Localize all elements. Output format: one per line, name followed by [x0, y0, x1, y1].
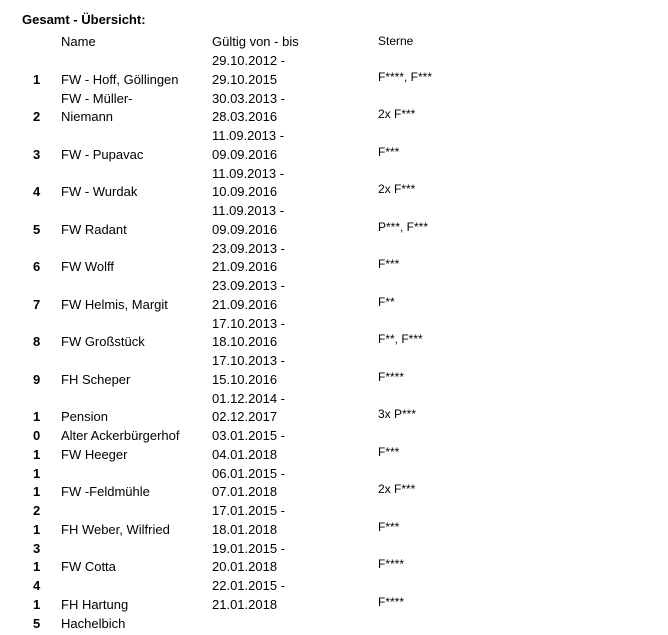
valid-to: 18.01.2018: [212, 521, 278, 537]
row-name: FW - Hoff, Göllingen: [61, 71, 179, 87]
stars-rating: 2x F***: [378, 482, 416, 497]
row-name-continued: FW Cotta: [61, 559, 116, 575]
valid-from: 17.10.2013 -: [212, 353, 286, 368]
valid-from: 22.01.2015 -: [212, 578, 286, 593]
valid-from: 23.09.2013 -: [212, 240, 286, 256]
row-number: 7: [33, 296, 41, 312]
column-header-name: Name: [61, 34, 96, 49]
stars-rating: F****, F***: [378, 69, 433, 84]
row-name-continued: Hachelbich: [61, 615, 126, 631]
stars-rating: 2x F***: [378, 107, 416, 122]
row-number: 1: [33, 484, 41, 500]
row-number-continued: 1: [33, 465, 41, 481]
stars-rating: F**, F***: [378, 332, 423, 347]
row-name-continued: FW -Feldmühle: [61, 484, 150, 500]
stars-rating: F****: [378, 557, 405, 572]
row-number: 8: [33, 334, 41, 350]
valid-to: 02.12.2017: [212, 409, 278, 425]
valid-to: 18.10.2016: [212, 334, 278, 350]
valid-from: 06.01.2015 -: [212, 465, 286, 481]
valid-from: 11.09.2013 -: [212, 165, 285, 181]
row-name: FH Scheper: [61, 371, 131, 387]
stars-rating: F***: [378, 444, 400, 459]
row-name-continued: Alter Ackerbürgerhof: [61, 428, 180, 444]
row-name: FH Hartung: [61, 596, 129, 612]
row-number-continued: 4: [33, 578, 41, 594]
stars-rating: 2x F***: [378, 182, 416, 197]
row-number: 4: [33, 184, 41, 200]
row-number: 5: [33, 221, 41, 237]
valid-from: 03.01.2015 -: [212, 428, 286, 443]
row-name-continued: FH Weber, Wilfried: [61, 521, 170, 537]
row-number-continued: 0: [33, 428, 41, 444]
row-number: 1: [33, 596, 41, 612]
stars-rating: 3x P***: [378, 407, 417, 422]
valid-to: 21.01.2018: [212, 596, 278, 612]
stars-rating: F***: [378, 257, 400, 272]
valid-from: 19.01.2015 -: [212, 540, 286, 556]
valid-to: 07.01.2018: [212, 484, 278, 500]
valid-from: 29.10.2012 -: [212, 53, 286, 68]
valid-from: 23.09.2013 -: [212, 278, 286, 293]
row-name: FW Helmis, Margit: [61, 296, 168, 312]
row-number: 1: [33, 71, 41, 87]
stars-rating: P***, F***: [378, 219, 429, 234]
column-header-valid: Gültig von - bis: [212, 34, 299, 49]
valid-from: 11.09.2013 -: [212, 203, 285, 218]
row-number: 2: [33, 109, 41, 125]
row-number: 1: [33, 446, 41, 462]
page-title: Gesamt - Übersicht:: [22, 12, 146, 27]
column-header-stars: Sterne: [378, 34, 414, 48]
valid-to: 20.01.2018: [212, 559, 278, 575]
row-name: FW Radant: [61, 221, 127, 237]
valid-to: 04.01.2018: [212, 446, 278, 462]
row-number: 1: [33, 559, 41, 575]
row-number-continued: 5: [33, 615, 41, 631]
stars-rating: F***: [378, 519, 400, 534]
row-number: 3: [33, 146, 41, 162]
valid-to: 28.03.2016: [212, 109, 278, 125]
valid-to: 15.10.2016: [212, 371, 278, 387]
stars-rating: F****: [378, 369, 405, 384]
row-number-continued: 2: [33, 503, 41, 519]
valid-to: 10.09.2016: [212, 184, 278, 200]
row-name: FW - Wurdak: [61, 184, 138, 200]
stars-rating: F**: [378, 294, 395, 309]
valid-to: 29.10.2015: [212, 71, 278, 87]
row-name: FW - Pupavac: [61, 146, 144, 162]
row-number-continued: 3: [33, 540, 41, 556]
row-number: 1: [33, 409, 41, 425]
row-number: 1: [33, 521, 41, 537]
row-name: FW - Müller-: [61, 90, 133, 106]
valid-to: 21.09.2016: [212, 259, 278, 275]
valid-from: 30.03.2013 -: [212, 90, 286, 106]
valid-to: 09.09.2016: [212, 146, 278, 162]
valid-from: 17.01.2015 -: [212, 503, 286, 518]
row-name: FW Großstück: [61, 334, 145, 350]
row-name: FW Wolff: [61, 259, 114, 275]
valid-to: 09.09.2016: [212, 221, 278, 237]
row-name-continued: FW Heeger: [61, 446, 128, 462]
stars-rating: F****: [378, 594, 405, 609]
row-name-continued: Niemann: [61, 109, 114, 125]
row-number: 9: [33, 371, 41, 387]
stars-rating: F***: [378, 144, 400, 159]
valid-from: 11.09.2013 -: [212, 128, 285, 143]
valid-to: 21.09.2016: [212, 296, 278, 312]
row-number: 6: [33, 259, 41, 275]
row-name: Pension: [61, 409, 108, 425]
valid-from: 17.10.2013 -: [212, 315, 286, 331]
valid-from: 01.12.2014 -: [212, 390, 286, 406]
